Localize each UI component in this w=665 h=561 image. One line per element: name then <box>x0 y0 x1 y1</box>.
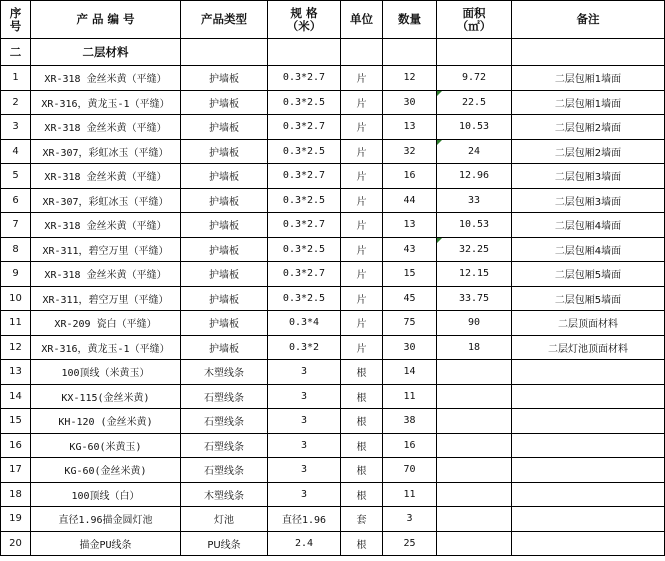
cell-spec: 0.3*2.7 <box>268 164 341 189</box>
table-row <box>1 433 665 458</box>
cell-seq: 12 <box>1 335 31 360</box>
cell-product-type: 木塑线条 <box>181 360 268 385</box>
cell-seq: 19 <box>1 507 31 532</box>
cell-product-type: 木塑线条 <box>181 482 268 507</box>
cell-area: 33 <box>437 188 512 213</box>
cell-unit: 片 <box>341 335 383 360</box>
cell-product-type: 护墙板 <box>181 286 268 311</box>
table-row <box>1 188 665 213</box>
cell-qty: 44 <box>383 188 437 213</box>
section-row <box>1 39 665 66</box>
cell-remark <box>512 433 665 458</box>
cell-qty: 43 <box>383 237 437 262</box>
cell-remark: 二层包厢3墙面 <box>512 164 665 189</box>
cell-product-code: XR-311，碧空万里（平缝） <box>31 286 181 311</box>
cell-qty: 70 <box>383 458 437 483</box>
cell-product-code: XR-307，彩虹冰玉（平缝） <box>31 188 181 213</box>
cell-spec: 3 <box>268 360 341 385</box>
cell-product-type: 护墙板 <box>181 188 268 213</box>
cell-seq: 1 <box>1 66 31 91</box>
cell-product-code: KX-115(金丝米黄) <box>31 384 181 409</box>
cell-area: 24 <box>437 139 512 164</box>
table-row <box>1 237 665 262</box>
cell-spec: 3 <box>268 384 341 409</box>
cell-spec: 2.4 <box>268 531 341 556</box>
cell-remark <box>512 531 665 556</box>
cell-qty: 13 <box>383 115 437 140</box>
cell-unit: 片 <box>341 286 383 311</box>
cell-remark <box>512 360 665 385</box>
cell-seq: 10 <box>1 286 31 311</box>
cell-product-type: 护墙板 <box>181 139 268 164</box>
cell-spec: 0.3*2.5 <box>268 139 341 164</box>
table-row <box>1 482 665 507</box>
cell-seq: 14 <box>1 384 31 409</box>
cell-remark: 二层包厢1墙面 <box>512 90 665 115</box>
cell-product-type: 护墙板 <box>181 115 268 140</box>
cell-unit: 套 <box>341 507 383 532</box>
header-seq: 序号 <box>1 1 31 39</box>
cell-area: 10.53 <box>437 115 512 140</box>
cell-product-type: 护墙板 <box>181 262 268 287</box>
cell-area: 12.15 <box>437 262 512 287</box>
cell-product-code: XR-209 瓷白（平缝） <box>31 311 181 336</box>
cell-qty: 25 <box>383 531 437 556</box>
cell-remark <box>512 482 665 507</box>
cell-spec: 0.3*2.7 <box>268 115 341 140</box>
cell-unit: 片 <box>341 213 383 238</box>
cell-product-code: XR-318 金丝米黄（平缝） <box>31 213 181 238</box>
cell-remark: 二层包厢1墙面 <box>512 66 665 91</box>
cell-product-type: 石塑线条 <box>181 458 268 483</box>
cell-product-code: XR-307，彩虹冰玉（平缝） <box>31 139 181 164</box>
table-row <box>1 335 665 360</box>
cell-product-code: 100顶线（米黄玉） <box>31 360 181 385</box>
cell-unit: 根 <box>341 409 383 434</box>
cell-area <box>437 409 512 434</box>
cell-remark: 二层包厢3墙面 <box>512 188 665 213</box>
table-row <box>1 507 665 532</box>
cell-qty: 30 <box>383 90 437 115</box>
cell-seq: 6 <box>1 188 31 213</box>
cell-area: 18 <box>437 335 512 360</box>
cell-remark: 二层包厢5墙面 <box>512 262 665 287</box>
cell-unit: 片 <box>341 188 383 213</box>
cell-qty: 38 <box>383 409 437 434</box>
cell-area: 9.72 <box>437 66 512 91</box>
cell-product-type: 石塑线条 <box>181 384 268 409</box>
cell-spec: 3 <box>268 433 341 458</box>
cell-seq: 11 <box>1 311 31 336</box>
cell-area <box>437 458 512 483</box>
cell-area <box>437 360 512 385</box>
cell-product-type: 护墙板 <box>181 335 268 360</box>
cell-unit: 根 <box>341 433 383 458</box>
cell-product-code: XR-318 金丝米黄（平缝） <box>31 164 181 189</box>
table-row <box>1 458 665 483</box>
cell-product-code: XR-316，黄龙玉-1（平缝） <box>31 90 181 115</box>
cell-remark <box>512 384 665 409</box>
cell-qty: 30 <box>383 335 437 360</box>
cell-spec: 0.3*4 <box>268 311 341 336</box>
table-row <box>1 311 665 336</box>
section-title: 二层材料 <box>31 39 181 66</box>
header-unit: 单位 <box>341 1 383 39</box>
cell-area: 12.96 <box>437 164 512 189</box>
cell-unit: 根 <box>341 384 383 409</box>
cell-product-type: 石塑线条 <box>181 409 268 434</box>
cell-product-type: 护墙板 <box>181 90 268 115</box>
cell-area: 22.5 <box>437 90 512 115</box>
cell-unit: 片 <box>341 164 383 189</box>
cell-spec: 3 <box>268 482 341 507</box>
cell-unit: 片 <box>341 66 383 91</box>
cell-product-code: KH-120 (金丝米黄) <box>31 409 181 434</box>
cell-qty: 32 <box>383 139 437 164</box>
cell-unit: 根 <box>341 458 383 483</box>
cell-seq: 2 <box>1 90 31 115</box>
cell-seq: 7 <box>1 213 31 238</box>
cell-remark: 二层包厢4墙面 <box>512 237 665 262</box>
cell-unit: 片 <box>341 115 383 140</box>
cell-product-code: 直径1.96描金圆灯池 <box>31 507 181 532</box>
cell-area <box>437 507 512 532</box>
cell-area: 10.53 <box>437 213 512 238</box>
cell-spec: 0.3*2.7 <box>268 262 341 287</box>
table-row <box>1 360 665 385</box>
cell-remark: 二层包厢5墙面 <box>512 286 665 311</box>
cell-seq: 16 <box>1 433 31 458</box>
cell-seq: 5 <box>1 164 31 189</box>
cell-product-type: 护墙板 <box>181 164 268 189</box>
cell-seq: 4 <box>1 139 31 164</box>
header-product-code: 产 品 编 号 <box>31 1 181 39</box>
table-row <box>1 262 665 287</box>
cell-product-type: 石塑线条 <box>181 433 268 458</box>
cell-qty: 11 <box>383 482 437 507</box>
cell-remark: 二层包厢4墙面 <box>512 213 665 238</box>
table-row <box>1 213 665 238</box>
cell-qty: 15 <box>383 262 437 287</box>
cell-area <box>437 384 512 409</box>
cell-qty: 14 <box>383 360 437 385</box>
cell-seq: 15 <box>1 409 31 434</box>
cell-product-code: KG-60(米黄玉) <box>31 433 181 458</box>
table-row <box>1 531 665 556</box>
cell-unit: 根 <box>341 531 383 556</box>
cell-area <box>437 482 512 507</box>
cell-area <box>437 531 512 556</box>
cell-product-type: 护墙板 <box>181 237 268 262</box>
cell-product-type: 护墙板 <box>181 213 268 238</box>
cell-spec: 0.3*2.7 <box>268 66 341 91</box>
cell-spec: 直径1.96 <box>268 507 341 532</box>
cell-unit: 片 <box>341 262 383 287</box>
cell-seq: 18 <box>1 482 31 507</box>
cell-remark <box>512 409 665 434</box>
cell-spec: 0.3*2.5 <box>268 90 341 115</box>
table-row <box>1 384 665 409</box>
cell-qty: 16 <box>383 164 437 189</box>
cell-unit: 根 <box>341 360 383 385</box>
cell-seq: 13 <box>1 360 31 385</box>
cell-unit: 片 <box>341 139 383 164</box>
cell-spec: 0.3*2 <box>268 335 341 360</box>
table-row <box>1 409 665 434</box>
cell-product-type: 护墙板 <box>181 66 268 91</box>
cell-area: 90 <box>437 311 512 336</box>
header-qty: 数量 <box>383 1 437 39</box>
header-remark: 备注 <box>512 1 665 39</box>
cell-qty: 16 <box>383 433 437 458</box>
cell-product-code: XR-311，碧空万里（平缝） <box>31 237 181 262</box>
header-area: 面积（㎡） <box>437 1 512 39</box>
header-spec: 规 格（米） <box>268 1 341 39</box>
table-row <box>1 90 665 115</box>
header-row <box>1 1 665 39</box>
table-row <box>1 139 665 164</box>
cell-seq: 9 <box>1 262 31 287</box>
cell-product-code: 100顶线（白） <box>31 482 181 507</box>
cell-remark <box>512 507 665 532</box>
cell-product-code: XR-318 金丝米黄（平缝） <box>31 115 181 140</box>
cell-product-code: KG-60(金丝米黄) <box>31 458 181 483</box>
cell-qty: 75 <box>383 311 437 336</box>
cell-area <box>437 433 512 458</box>
cell-qty: 3 <box>383 507 437 532</box>
cell-product-code: XR-316，黄龙玉-1（平缝） <box>31 335 181 360</box>
cell-spec: 0.3*2.5 <box>268 237 341 262</box>
cell-seq: 3 <box>1 115 31 140</box>
cell-qty: 12 <box>383 66 437 91</box>
cell-product-type: 灯池 <box>181 507 268 532</box>
table-row <box>1 66 665 91</box>
cell-remark: 二层灯池顶面材料 <box>512 335 665 360</box>
cell-spec: 0.3*2.5 <box>268 286 341 311</box>
header-product-type: 产品类型 <box>181 1 268 39</box>
table-row <box>1 164 665 189</box>
cell-product-code: XR-318 金丝米黄（平缝） <box>31 66 181 91</box>
cell-product-type: PU线条 <box>181 531 268 556</box>
cell-unit: 片 <box>341 237 383 262</box>
cell-remark: 二层包厢2墙面 <box>512 115 665 140</box>
cell-qty: 13 <box>383 213 437 238</box>
table-row <box>1 115 665 140</box>
cell-product-code: 描金PU线条 <box>31 531 181 556</box>
cell-seq: 8 <box>1 237 31 262</box>
cell-product-type: 护墙板 <box>181 311 268 336</box>
cell-remark: 二层顶面材料 <box>512 311 665 336</box>
cell-spec: 0.3*2.7 <box>268 213 341 238</box>
cell-seq: 17 <box>1 458 31 483</box>
cell-unit: 片 <box>341 90 383 115</box>
cell-product-code: XR-318 金丝米黄（平缝） <box>31 262 181 287</box>
cell-unit: 片 <box>341 311 383 336</box>
cell-remark <box>512 458 665 483</box>
cell-spec: 3 <box>268 458 341 483</box>
cell-seq: 20 <box>1 531 31 556</box>
table-row <box>1 286 665 311</box>
cell-spec: 3 <box>268 409 341 434</box>
cell-qty: 45 <box>383 286 437 311</box>
section-seq: 二 <box>1 39 31 66</box>
cell-remark: 二层包厢2墙面 <box>512 139 665 164</box>
cell-spec: 0.3*2.5 <box>268 188 341 213</box>
cell-area: 33.75 <box>437 286 512 311</box>
cell-area: 32.25 <box>437 237 512 262</box>
cell-unit: 根 <box>341 482 383 507</box>
cell-qty: 11 <box>383 384 437 409</box>
